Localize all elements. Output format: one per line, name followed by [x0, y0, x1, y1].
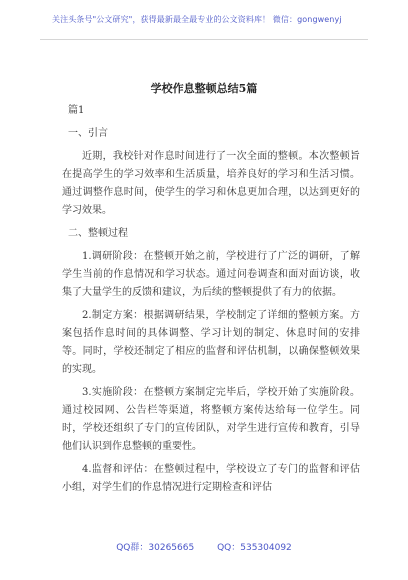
section-heading-intro: 一、引言 [68, 128, 108, 139]
footer-qq-group: QQ群：30265665 [116, 543, 195, 553]
section-heading-process: 二、整顿过程 [68, 228, 128, 239]
paragraph-supervision-stage: 4.监督和评估：在整顿过程中，学校设立了专门的监督和评估小组，对学生们的作息情况进行定期检查和评估 [62, 464, 360, 493]
document-body [62, 102, 360, 502]
footer-contact [0, 540, 408, 553]
paragraph-implementation-stage: 3.实施阶段：在整顿方案制定完毕后，学校开始了实施阶段。通过校园网、公告栏等渠道，将整顿方案传达给每一位学生。同时，学校还组织了专门的宣传团队，对学生进行宣传和教育，引导他们认识到作息整顿的重要性。 [62, 387, 360, 452]
paragraph-plan-stage: 2.制定方案：根据调研结果，学校制定了详细的整顿方案。方案包括作息时间的具体调整、学习计划的制定、休息时间的安排等。同时，学校还制定了相应的监督和评估机制，以确保整顿效果的实现。 [62, 310, 360, 375]
section-label: 篇1 [68, 105, 85, 116]
header-promo-text: 关注头条号"公文研究"，获得最新最全最专业的公文资料库！ 微信：gongwenyj [52, 15, 342, 24]
header-divider [40, 39, 368, 40]
paragraph-intro: 近期，我校针对作息时间进行了一次全面的整顿。本次整顿旨在提高学生的学习效率和生活质量，培养良好的学习和生活习惯。通过调整作息时间，使学生的学习和休息更加合理，以达到更好的学习效果。 [62, 151, 360, 216]
paragraph-research-stage: 1.调研阶段：在整顿开始之前，学校进行了广泛的调研，了解学生当前的作息情况和学习状态。通过问卷调查和面对面访谈，收集了大量学生的反馈和建议，为后续的整顿提供了有力的依据。 [62, 251, 360, 298]
footer-qq-number: QQ：535304092 [217, 543, 292, 553]
document-title: 学校作息整顿总结5篇 [150, 82, 258, 95]
